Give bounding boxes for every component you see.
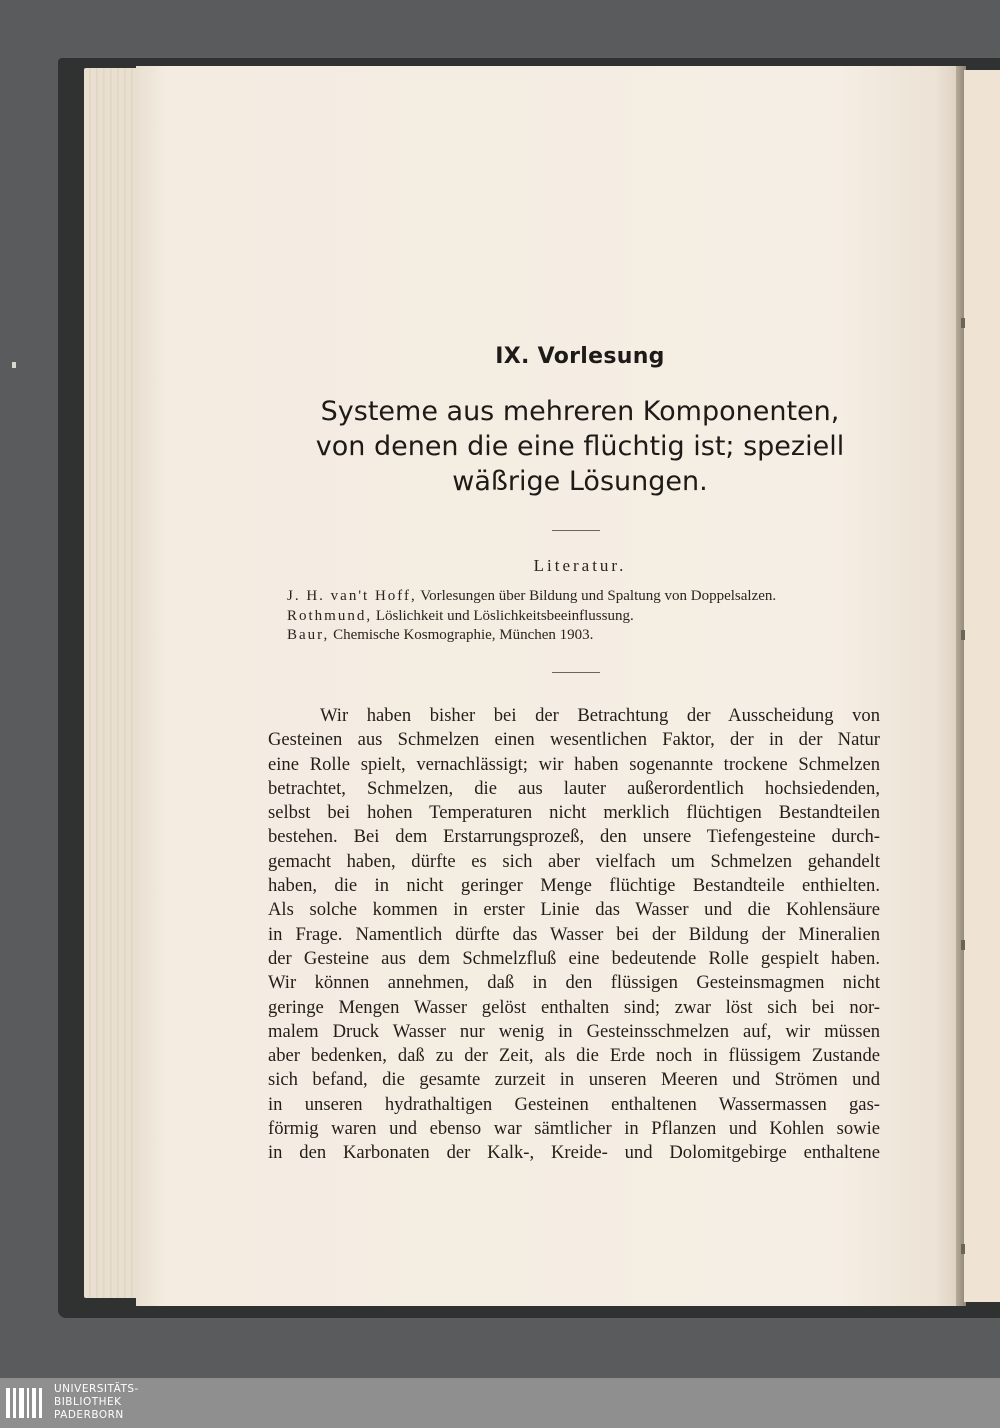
literature-author: Rothmund,	[287, 608, 373, 624]
library-name-line: BIBLIOTHEK	[54, 1396, 122, 1408]
literature-work: Löslichkeit und Löslichkeitsbeeinflussung.	[372, 608, 634, 624]
text-line: gemacht haben, dürfte es sich aber vielfach um Schmelzen gehandelt	[268, 850, 880, 872]
facing-page-edge	[964, 70, 1000, 1302]
text-line: selbst bei hohen Temperaturen nicht merklich flüchtigen Bestandteilen	[268, 802, 880, 824]
literature-heading: Literatur.	[533, 556, 627, 575]
divider-rule	[552, 672, 600, 673]
literature-author: Baur,	[287, 627, 330, 643]
text-line: in Frage. Namentlich dürfte das Wasser bei der Bildung der Mineralien	[268, 923, 880, 945]
text-line: in unseren hydrathaltigen Gesteinen enthaltenen Wassermassen gas-	[268, 1093, 880, 1115]
literature-entry	[287, 588, 887, 605]
library-name	[54, 1383, 139, 1422]
scan-dust-mark	[12, 362, 16, 368]
text-line: geringe Mengen Wasser gelöst enthalten sind; zwar löst sich bei nor-	[268, 996, 880, 1018]
text-line: bestehen. Bei dem Erstarrungsprozeß, den unsere Tiefengesteine durch-	[268, 826, 880, 848]
literature-work: Chemische Kosmographie, München 1903.	[329, 627, 594, 643]
library-bars-logo-icon	[6, 1384, 46, 1422]
text-line: in den Karbonaten der Kalk-, Kreide- und Dolomitgebirge enthaltene	[268, 1142, 880, 1164]
signature-mark	[961, 318, 965, 328]
chapter-title-line: wäßrige Lösungen.	[452, 466, 708, 497]
literature-entry	[287, 608, 887, 625]
signature-mark	[961, 1244, 965, 1254]
text-line: Wir haben bisher bei der Betrachtung der Ausscheidung von	[320, 705, 880, 726]
text-line: eine Rolle spielt, vernachlässigt; wir haben sogenannte trockene Schmelzen	[268, 753, 880, 775]
library-banner	[0, 1378, 1000, 1428]
chapter-title	[290, 394, 870, 499]
literature-work: Vorlesungen über Bildung und Spaltung von Doppelsalzen.	[416, 588, 777, 604]
lecture-heading: IX. Vorlesung	[495, 344, 665, 369]
text-line: aber bedenken, daß zu der Zeit, als die Erde noch in flüssigem Zustande	[268, 1045, 880, 1067]
text-line: malem Druck Wasser nur wenig in Gesteinsschmelzen auf, wir müssen	[268, 1020, 880, 1042]
divider-rule	[552, 530, 600, 531]
text-line: förmig waren und ebenso war sämtlicher in Pflanzen und Kohlen sowie	[268, 1118, 880, 1140]
text-line: Wir können annehmen, daß in den flüssigen Gesteinsmagmen nicht	[268, 972, 880, 994]
body-paragraph	[268, 704, 880, 1166]
text-line: haben, die in nicht geringer Menge flüchtige Bestandteile enthielten.	[268, 875, 880, 897]
text-line: betrachtet, Schmelzen, die aus lauter außerordentlich hochsiedenden,	[268, 777, 880, 799]
text-line: der Gesteine aus dem Schmelzfluß eine bedeutende Rolle gespielt haben.	[268, 947, 880, 969]
chapter-title-line: Systeme aus mehreren Komponenten,	[320, 396, 840, 427]
library-name-line: UNIVERSITÄTS-	[54, 1383, 139, 1395]
text-line: sich befand, die gesamte zurzeit in unseren Meeren und Strömen und	[268, 1069, 880, 1091]
signature-mark	[961, 940, 965, 950]
text-line: Als solche kommen in erster Linie das Wasser und die Kohlensäure	[268, 899, 880, 921]
library-name-line: PADERBORN	[54, 1409, 124, 1421]
signature-mark	[961, 630, 965, 640]
chapter-title-line: von denen die eine flüchtig ist; speziell	[315, 431, 845, 462]
literature-entry	[287, 627, 887, 644]
literature-author: J. H. van't Hoff,	[287, 588, 417, 604]
text-line: Gesteinen aus Schmelzen einen wesentlichen Faktor, der in der Natur	[268, 729, 880, 751]
